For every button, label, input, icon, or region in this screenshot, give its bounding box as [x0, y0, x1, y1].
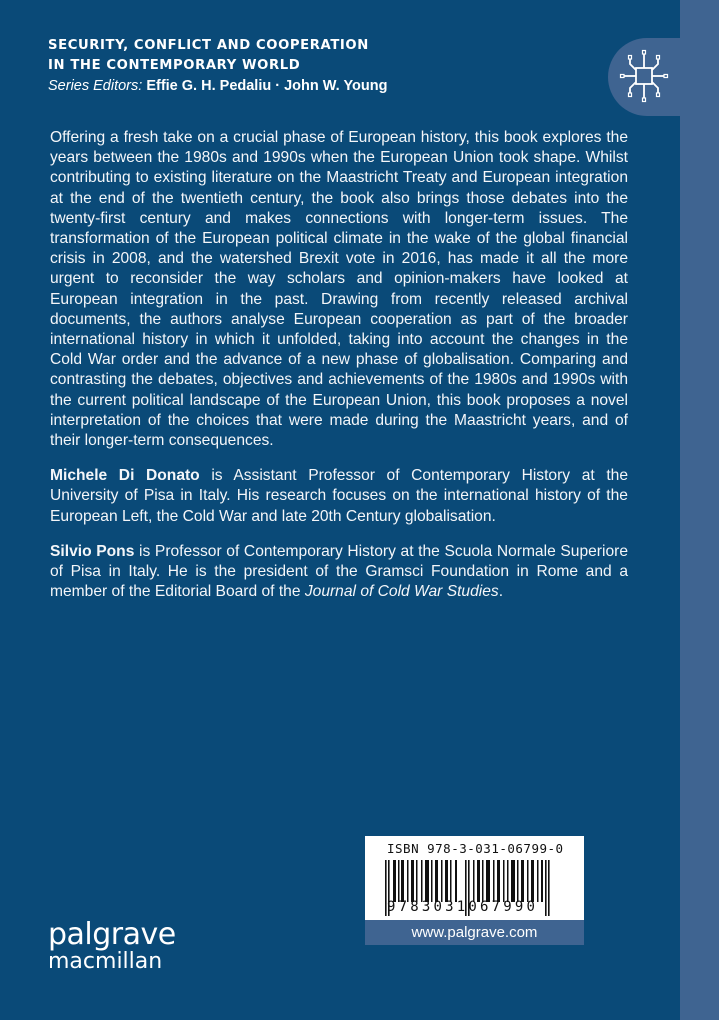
author-name: Silvio Pons — [50, 542, 135, 560]
series-logo-tab — [608, 38, 680, 116]
series-header — [48, 36, 608, 96]
isbn-label: ISBN 978-3-031-06799-0 — [387, 841, 564, 856]
spine-strip — [680, 0, 719, 1020]
series-editors-names: Effie G. H. Pedaliu · John W. Young — [146, 78, 388, 94]
publisher-url[interactable]: www.palgrave.com — [365, 920, 584, 945]
back-cover-text — [50, 128, 628, 617]
series-title-line2: IN THE CONTEMPORARY WORLD — [48, 58, 301, 73]
isbn-barcode-box — [365, 836, 584, 920]
author-bio-2 — [50, 542, 628, 603]
series-editors-label: Series Editors: — [48, 78, 143, 94]
author-bio-text: is Assistant Professor of Contemporary History at the University of Pisa in Italy. His research focuses on the international history of the European Left, the Cold War and late 20th Century globalisation. — [50, 467, 628, 525]
author-bio-end: . — [498, 583, 504, 601]
author-name: Michele Di Donato — [50, 467, 200, 485]
author-bio-text: is Professor of Contemporary History at the Scuola Normale Superiore of Pisa in Italy. He is the president of the Gramsci Foundation in Rome and a member of the Editorial Board of the — [50, 542, 628, 601]
publisher-name-line1: palgrave — [48, 917, 176, 952]
book-description: Offering a fresh take on a crucial phase of European history, this book explores the years between the 1980s and 1990s when the European Union took shape. Whilst contributing to existing literature on the Maastricht Treaty and European integration at the end of the twentieth century, the book also brings those debates into the twenty-first century and makes connections with longer-term issues. The transformation of the European political climate in the wake of the global financial crisis in 2008, and the watershed Brexit vote in 2016, has made it all the more urgent to reconsider the way scholars and opinion-makers have looked at European integration in the past. Drawing from recently released archival documents, the authors analyse European cooperation as part of the broader international history in which it unfolded, taking into account the changes in the Cold War order and the advance of a new phase of globalisation. Comparing and contrasting the debates, objectives and achievements of the 1980s and 1990s with the current political landscape of the European Union, this book proposes a novel interpretation of the choices that were made during the Maastricht years, and of their longer-term consequences. — [50, 129, 628, 450]
publisher-logo — [48, 917, 176, 974]
series-title-line1: SECURITY, CONFLICT AND COOPERATION — [48, 38, 369, 53]
author-bio-1 — [50, 466, 628, 527]
barcode-digits: 9783031067990 — [387, 899, 539, 915]
journal-title: Journal of Cold War Studies — [304, 583, 499, 601]
series-editors — [48, 76, 608, 96]
circuit-star-icon — [618, 46, 670, 106]
publisher-name-line2: macmillan — [48, 949, 163, 974]
